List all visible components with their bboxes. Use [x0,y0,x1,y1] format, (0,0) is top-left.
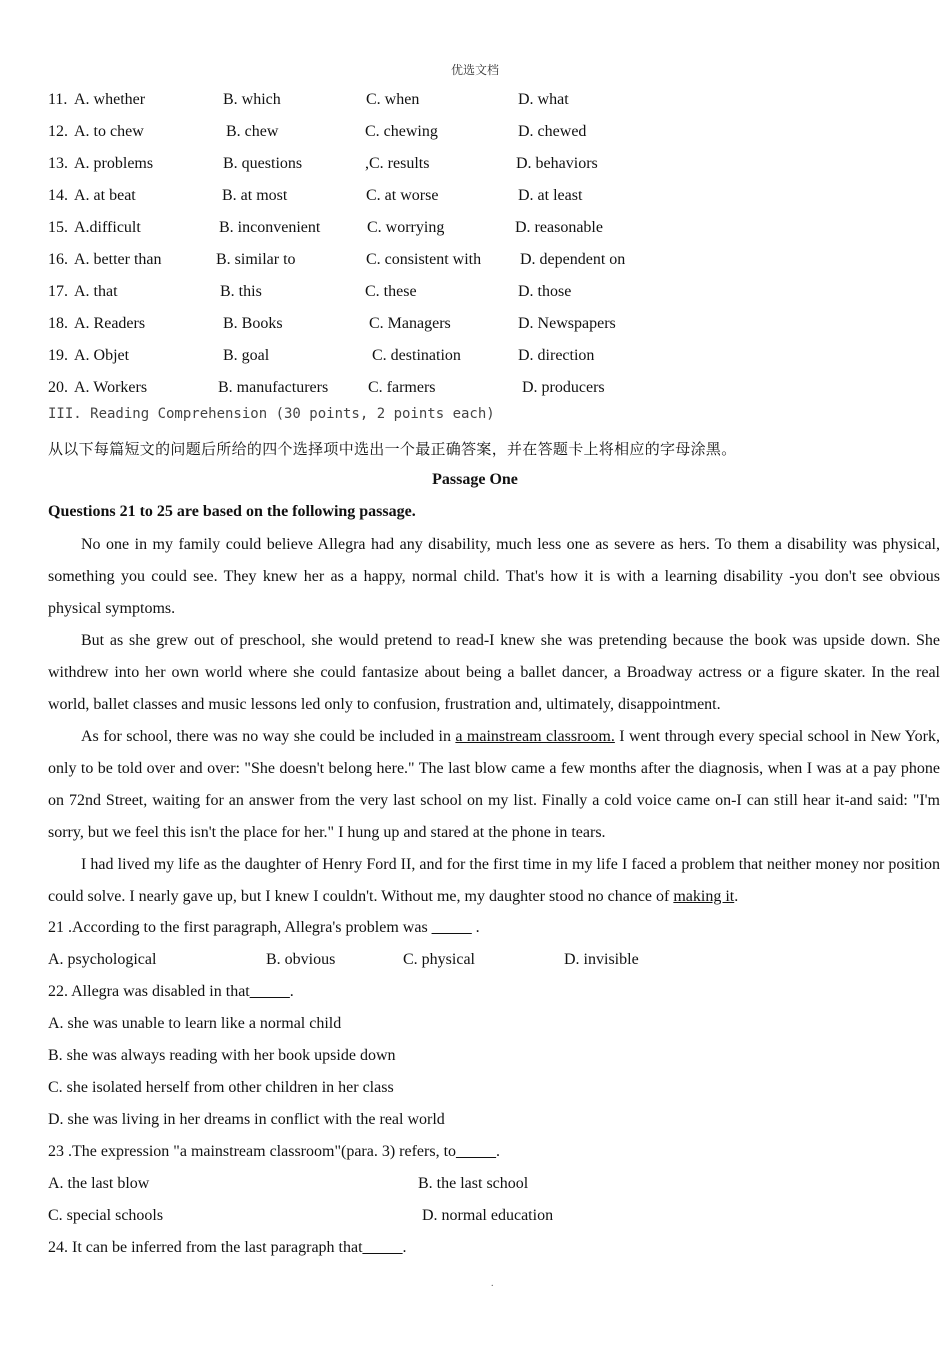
q22-option-d: D. she was living in her dreams in conflict with the real world [48,1111,445,1128]
option-b: B. manufacturers [218,379,329,396]
section-instruction: 从以下每篇短文的问题后所给的四个选择项中选出一个最正确答案，并在答题卡上将相应的字母涂黑。 [48,440,737,458]
option-d: D. dependent on [520,251,626,268]
option-c: C. chewing [365,123,438,140]
q23-option-a: A. the last blow [48,1175,150,1192]
option-d: D. behaviors [516,155,598,172]
question-22-stem [48,983,294,1001]
option-a: A. at beat [74,187,136,204]
stem-end: . [471,919,480,936]
stem-end: . [496,1143,501,1160]
option-b: B. Books [223,315,283,332]
question-23-stem [48,1143,500,1161]
option-b: B. at most [222,187,288,204]
passage-intro: Questions 21 to 25 are based on the following passage. [48,503,416,520]
passage-body [48,529,940,913]
answer-blank: _____ [431,919,472,936]
q23-option-b: B. the last school [418,1175,529,1192]
q21-option-c: C. physical [403,951,475,968]
paragraph-4 [48,849,940,913]
option-d: D. at least [518,187,583,204]
option-b: B. goal [223,347,270,364]
option-d: D. reasonable [515,219,603,236]
question-24-stem [48,1239,407,1257]
option-a: A. better than [74,251,162,268]
question-number: 14. [48,187,68,204]
q21-option-b: B. obvious [266,951,336,968]
paragraph-3 [48,721,940,849]
option-c: C. when [366,91,420,108]
stem-end: . [289,983,294,1000]
passage-title: Passage One [432,471,518,488]
option-a: A. to chew [74,123,144,140]
option-d: D. what [518,91,569,108]
paragraph-4-text-b: . [734,888,739,905]
question-number: 17. [48,283,68,300]
option-c: ,C. results [365,155,430,172]
option-c: C. these [365,283,417,300]
stem-text: 22. Allegra was disabled in that [48,983,250,1000]
paragraph-1: No one in my family could believe Allegra had any disability, much less one as severe as hers. To them a disability was physical, something you could see. They knew her as a happy, normal child. That's how it is with a learning disability -you don't see obvious physical symptoms. [48,536,940,617]
q22-option-c: C. she isolated herself from other children in her class [48,1079,394,1096]
question-number: 15. [48,219,68,236]
option-a: A. whether [74,91,146,108]
option-b: B. similar to [216,251,296,268]
page-footer: . [491,1278,494,1289]
paragraph-4-text-a: I had lived my life as the daughter of Henry Ford II, and for the first time in my life I faced a problem that neither money nor position could solve. I nearly gave up, but I knew I couldn't. Without me, my daughter stood no chance of [48,856,940,905]
option-a: A. problems [74,155,154,172]
option-a: A. Readers [74,315,146,332]
option-c: C. consistent with [366,251,482,268]
question-number: 11. [48,91,68,108]
option-c: C. at worse [366,187,439,204]
option-d: D. Newspapers [518,315,616,332]
q21-option-d: D. invisible [564,951,639,968]
option-a: A. that [74,283,118,300]
option-c: C. farmers [368,379,436,396]
question-21-stem [48,919,480,937]
q23-option-c: C. special schools [48,1207,164,1224]
option-c: C. Managers [369,315,451,332]
answer-blank: _____ [249,983,290,1000]
stem-text: 21 .According to the first paragraph, Allegra's problem was [48,919,432,936]
option-d: D. those [518,283,572,300]
question-number: 12. [48,123,68,140]
option-d: D. direction [518,347,595,364]
paragraph-3-text-a: As for school, there was no way she could be included in [81,728,456,745]
page-header: 优选文档 [450,63,499,77]
stem-text: 24. It can be inferred from the last paragraph that [48,1239,363,1256]
q21-option-a: A. psychological [48,951,157,968]
option-b: B. questions [223,155,303,172]
option-a: A.difficult [74,219,141,236]
question-number: 19. [48,347,68,364]
option-b: B. which [223,91,281,108]
answer-blank: _____ [456,1143,497,1160]
option-a: A. Workers [74,379,148,396]
question-number: 13. [48,155,68,172]
option-a: A. Objet [74,347,130,364]
question-number: 18. [48,315,68,332]
q23-option-d: D. normal education [422,1207,554,1224]
underlined-phrase: a mainstream classroom. [455,728,615,745]
question-number: 20. [48,379,68,396]
option-c: C. worrying [367,219,445,236]
option-b: B. this [220,283,262,300]
underlined-phrase: making it [673,888,735,905]
q22-option-a: A. she was unable to learn like a normal child [48,1015,342,1032]
stem-text: 23 .The expression "a mainstream classroom"(para. 3) refers, to [48,1143,457,1160]
option-b: B. inconvenient [219,219,321,236]
option-d: D. chewed [518,123,587,140]
q22-option-b: B. she was always reading with her book upside down [48,1047,396,1064]
answer-blank: _____ [362,1239,403,1256]
paragraph-3-text-b: I went through every special school in New York, only to be told over and over: "She doesn't belong here." The last blow came a few months after the diagnosis, when I was at a pay phone on 72nd Street, waiting for an answer from the very last school on my list. Finally a cold voice came on-I can still hear it-and said: "I'm sorry, but we feel this isn't the place for her." I hung up and stared at the phone in tears. [48,728,941,841]
question-number: 16. [48,251,68,268]
option-d: D. producers [522,379,605,396]
option-b: B. chew [226,123,279,140]
section-title: III. Reading Comprehension (30 points, 2 points each) [48,406,495,422]
stem-end: . [402,1239,407,1256]
option-c: C. destination [372,347,461,364]
paragraph-2: But as she grew out of preschool, she would pretend to read-I knew she was pretending because the book was upside down. She withdrew into her own world where she could fantasize about being a ballet dancer, a Broadway actress or a figure skater. In the real world, ballet classes and music lessons led only to confusion, frustration and, ultimately, disappointment. [48,632,940,713]
